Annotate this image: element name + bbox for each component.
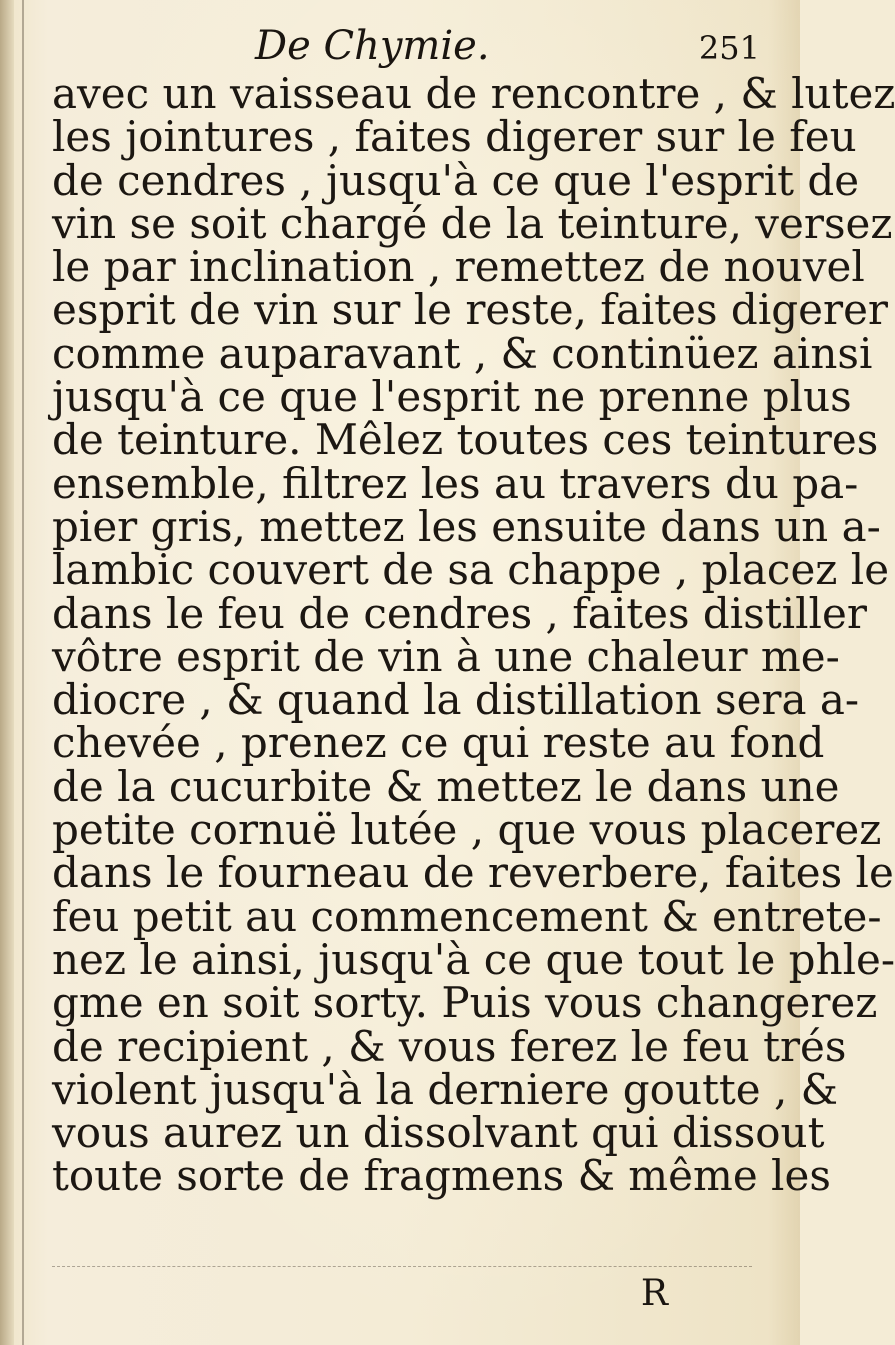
text-line: le par inclination , remettez de nouvel	[52, 242, 865, 292]
gutter-line	[22, 0, 24, 1345]
text-line: de la cucurbite & mettez le dans une	[52, 761, 840, 811]
text-line: esprit de vin sur le reste, faites digerer	[52, 285, 889, 335]
page-number: 251	[698, 29, 760, 67]
text-line: les jointures , faites digerer sur le feu	[52, 112, 857, 162]
text-line: vôtre esprit de vin à une chaleur me-	[52, 631, 840, 681]
text-line: de recipient , & vous ferez le feu trés	[52, 1021, 847, 1071]
text-line: pier gris, mettez les ensuite dans un a-	[52, 501, 881, 551]
text-line: ensemble, filtrez les au travers du pa-	[52, 458, 859, 508]
running-title: De Chymie.	[255, 23, 490, 69]
text-line: dans le fourneau de reverbere, faites le	[52, 848, 894, 898]
page-gutter	[0, 0, 14, 1345]
text-line: de cendres , jusqu'à ce que l'esprit de	[52, 155, 860, 205]
text-line: vous aurez un dissolvant qui dissout	[52, 1108, 825, 1158]
text-line: de teinture. Mêlez toutes ces teintures	[52, 415, 879, 465]
text-line: vin se soit chargé de la teinture, versez	[52, 198, 893, 248]
baseline-marks	[52, 1266, 752, 1271]
page-header	[60, 20, 760, 72]
text-line: violent jusqu'à la derniere goutte , &	[52, 1064, 839, 1114]
signature-mark: R	[640, 1273, 668, 1314]
body-text	[52, 69, 895, 1201]
text-line: jusqu'à ce que l'esprit ne prenne plus	[52, 372, 852, 422]
page-footer	[52, 1272, 758, 1322]
text-line: nez le ainsi, jusqu'à ce que tout le phle-	[52, 934, 895, 984]
text-line: diocre , & quand la distillation sera a-	[52, 675, 860, 725]
text-line: toute sorte de fragmens & même les	[52, 1151, 831, 1201]
text-line: petite cornuë lutée , que vous placerez	[52, 805, 882, 855]
text-line: dans le feu de cendres , faites distiller	[52, 588, 867, 638]
text-line: chevée , prenez ce qui reste au fond	[52, 718, 825, 768]
text-line: feu petit au commencement & entrete-	[52, 891, 882, 941]
text-line: lambic couvert de sa chappe , placez le	[52, 545, 890, 595]
text-line: comme auparavant , & continüez ainsi	[52, 328, 873, 378]
text-line: avec un vaisseau de rencontre , & lutez	[52, 69, 895, 118]
text-line: gme en soit sorty. Puis vous changerez	[52, 978, 878, 1028]
